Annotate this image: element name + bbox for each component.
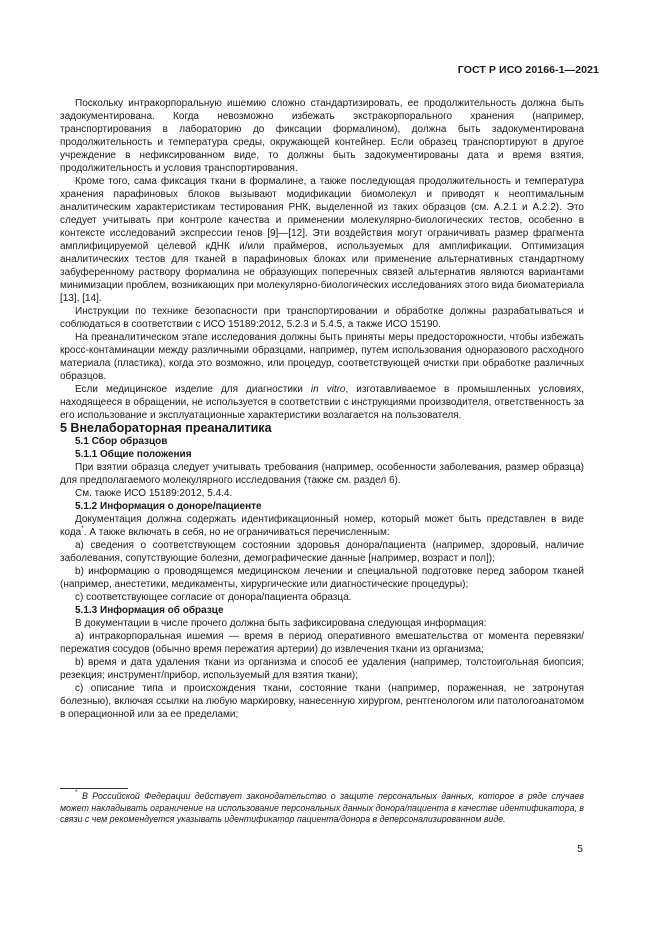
paragraph: В документации в числе прочего должна быть зафиксирована следующая информация: [75, 618, 487, 629]
paragraph: Поскольку интракорпоральную ишемию сложно стандартизировать, ее продолжительность должна быть задокументирована. Когда невозможно избежать экстракорпорального хранения (например, транспортирования в лабораторию до фиксации формалином), должна быть задокументирована продолжительность и температура среды, окружающей контейнер. Если образец транспортируют в другое учреждение в нефиксированном виде, то должны быть задокументированы дата и время взятия, продолжительность и условия транспортирования. [60, 98, 584, 174]
italic-text: in vitro [310, 384, 346, 395]
paragraph: При взятии образца следует учитывать требования (например, особенности заболевания, размер образца) для предполагаемого молекулярного исследования (также см. раздел 6). [60, 462, 584, 486]
footnote-divider [60, 788, 128, 789]
document-body [60, 97, 584, 721]
list-item: c) описание типа и происхождения ткани, состояние ткани (например, пораженная, не затронутая болезнью), включая ссылки на любую маркировку, нанесенную хирургом, рентгенологом или патологоанатомом в операционной или за ее пределами; [60, 683, 584, 720]
clause-heading: 5.1.1 Общие положения [75, 449, 192, 460]
document-header: ГОСТ Р ИСО 20166-1—2021 [457, 64, 599, 76]
clause-heading: 5.1.3 Информация об образце [75, 605, 224, 616]
footnote-mark: * [75, 789, 78, 797]
list-item: b) информацию о проводящемся медицинском лечении и специальной подготовке перед забором тканей (например, анестетики, медикаменты, хирургические или диагностические процедуры); [60, 566, 584, 590]
footnote-reference: * [81, 524, 84, 532]
footnote-text: В Российской Федерации действует законодательство о защите персональных данных, которое в ряде случаев может накладывать ограничение на использование персональных данных донора/пациента в качестве идентификатора, в связи с чем рекомендуется указывать идентификатор пациента/донора в деперсонализированном виде. [60, 791, 584, 824]
text-run: , изготавливаемое в промышленных условиях, находящееся в обращении, не используется в соответствии с инструкциями производителя, ответственность за его использование и эксплуатационные характеристики возлагается на пользователя. [60, 384, 585, 421]
paragraph [60, 513, 584, 539]
list-item: a) интракорпоральная ишемия — время в период оперативного вмешательства от момента перевязки/пережатия сосудов (обычно время пережатия артерии) до извлечения ткани из организма; [60, 631, 584, 655]
text-run: Если медицинское изделие для диагностики [75, 384, 311, 395]
section-heading: 5 Внелабораторная преаналитика [60, 421, 272, 435]
text-run: . А также включать в себя, но не ограничиваться перечисленным: [83, 527, 390, 538]
paragraph: См. также ИСО 15189:2012, 5.4.4. [75, 488, 233, 499]
page-number: 5 [577, 843, 583, 855]
list-item: b) время и дата удаления ткани из организма и способ ее удаления (например, толстоигольная биопсия; резекция; инструмент/прибор, используемый для взятия ткани); [60, 657, 584, 681]
subsection-heading: 5.1 Сбор образцов [75, 436, 168, 447]
footnote [60, 791, 584, 826]
paragraph-ivd [60, 383, 584, 422]
list-item: c) соответствующее согласие от донора/пациента образца. [75, 592, 352, 603]
paragraph: Кроме того, сама фиксация ткани в формалине, а также последующая продолжительность и температура хранения парафиновых блоков вызывают модификации биомолекул и приводят к неоптимальным аналитическим характеристикам тестирования РНК, выделенной из таких образцов (см. А.2.1 и А.2.2). Это следует учитывать при контроле качества и применении молекулярно-биологических тестов, особенно в контексте исследований экспрессии генов [9]—[12]. Эти воздействия могут ограничивать размер фрагмента амплифицируемой целевой кДНК и/или праймеров, используемых для амплификации. Оптимизация аналитических тестов для тканей в парафиновых блоках или применение альтернативных стандартному забуференному раствору формалина не образующих поперечных связей альтернатив являются вариантами минимизации проблем, возникающих при молекулярно-биологических исследованиях этого вида биоматериала [13], [14]. [60, 176, 584, 304]
list-item: a) сведения о соответствующем состоянии здоровья донора/пациента (например, здоровый, наличие заболевания, сопутствующие болезни, демографические данные [например, возраст и пол]); [60, 540, 584, 564]
text-run: Документация должна содержать идентификационный номер, который может быть представлен в виде кода [60, 514, 584, 538]
paragraph: На преаналитическом этапе исследования должны быть приняты меры предосторожности, чтобы избежать кросс-контаминации между различными образцами, например, путем использования одноразового расходного материала (пластика), когда это возможно, или процедур, соответствующей очистки при обработке различных образцов. [60, 332, 584, 382]
clause-heading: 5.1.2 Информация о доноре/пациенте [75, 501, 262, 512]
paragraph: Инструкции по технике безопасности при транспортировании и обработке должны разрабатываться и соблюдаться в соответствии с ИСО 15189:2012, 5.2.3 и 5.4.5, а также ИСО 15190. [60, 306, 584, 330]
